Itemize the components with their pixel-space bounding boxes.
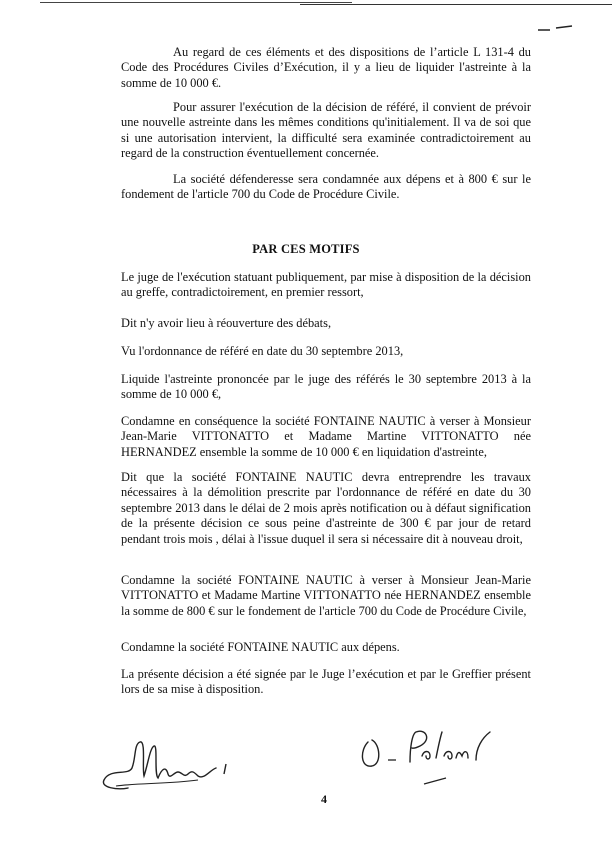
paragraph-condamne-800: Condamne la société FONTAINE NAUTIC à verser à Monsieur Jean-Marie VITTONATTO et Madame Martine VITTONATTO née HERNANDEZ ensemble la somme de 800 € sur le fondement de l'article 700 du Code de Procédure Civile, <box>121 573 531 618</box>
paragraph-demolition: Dit que la société FONTAINE NAUTIC devra entreprendre les travaux nécessaires à la démolition prescrite par l'ordonnance de référé en date du 30 septembre 2013 dans le délai de 2 mois après notification ou à défaut signification de la présente décision ce sous peine d'astreinte de 300 € par jour de retard pendant trois mois , délai à l'issue duquel il sera si nécessaire dit à nouveau droit, <box>121 470 531 546</box>
page-number: 4 <box>321 792 327 806</box>
paragraph-signature-note: La présente décision a été signée par le Juge l’exécution et par le Greffier présent lors de sa mise à disposition. <box>121 667 531 697</box>
paragraph-nouvelle-astreinte: Pour assurer l'exécution de la décision de référé, il convient de prévoir une nouvelle astreinte dans les mêmes conditions qu'initialement. Il va de soi que si une autorisation intervient, la difficulté sera examinée contradictoirement au regard de la construction éventuellement concernée. <box>121 100 531 161</box>
paragraph-astreinte-liquidation: Au regard de ces éléments et des dispositions de l’article L 131-4 du Code des Procédures Civiles d’Exécution, il y a lieu de liquider l'astreinte à la somme de 10 000 €. <box>121 45 531 90</box>
paragraph-depens: La société défenderesse sera condamnée aux dépens et à 800 € sur le fondement de l'article 700 du Code de Procédure Civile. <box>121 172 531 202</box>
scan-artifact-line <box>0 0 612 7</box>
paragraph-liquide: Liquide l'astreinte prononcée par le juge des référés le 30 septembre 2013 à la somme de 10 000 €, <box>121 372 531 402</box>
paragraph-condamne-depens: Condamne la société FONTAINE NAUTIC aux dépens. <box>121 640 400 654</box>
corner-mark <box>536 22 576 34</box>
paragraph-vu-ordonnance: Vu l'ordonnance de référé en date du 30 septembre 2013, <box>121 344 404 358</box>
paragraph-condamne-verser: Condamne en conséquence la société FONTAINE NAUTIC à verser à Monsieur Jean-Marie VITTONATTO et Madame Martine VITTONATTO née HERNANDEZ ensemble la somme de 10 000 € en liquidation d'astreinte, <box>121 414 531 459</box>
signature-right <box>350 720 520 790</box>
section-heading: PAR CES MOTIFS <box>252 242 360 256</box>
paragraph-reouverture: Dit n'y avoir lieu à réouverture des débats, <box>121 316 332 330</box>
paragraph-statuant: Le juge de l'exécution statuant publiquement, par mise à disposition de la décision au greffe, contradictoirement, en premier ressort, <box>121 270 531 300</box>
